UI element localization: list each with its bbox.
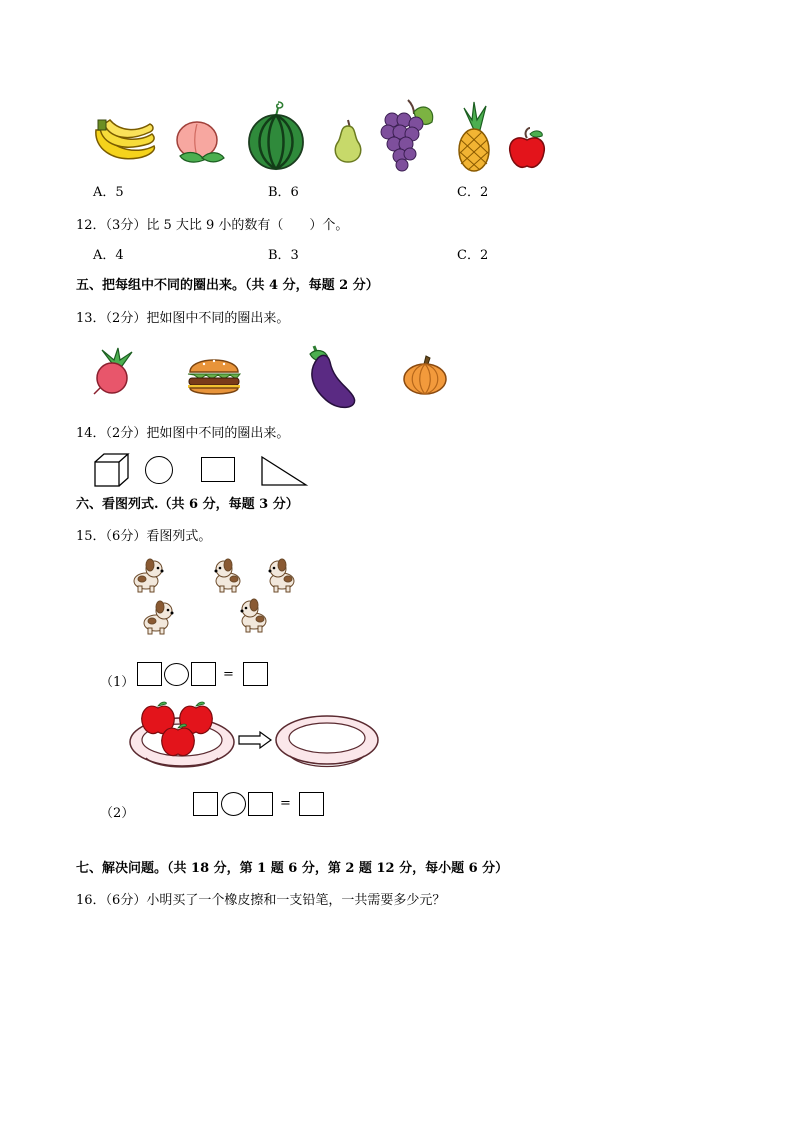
rectangle-shape [201,457,235,482]
puppy-icon [264,557,304,593]
answer-box[interactable] [248,792,273,816]
section7-heading: 七、解决问题。（共 18 分，第 1 题 6 分，第 2 题 12 分，每小题 6 分） [76,861,509,876]
apple-icon [508,128,546,170]
puppy-icon [236,597,276,633]
grape-icon [378,98,436,172]
operator-circle[interactable] [164,663,189,686]
watermelon-icon [246,100,306,172]
q11-option-b[interactable]: B．6 [268,185,299,200]
answer-box[interactable] [299,792,324,816]
pumpkin-icon [402,354,448,396]
puppy-icon [210,557,250,593]
q11-option-c[interactable]: C．2 [457,185,489,200]
q15-part1-label: （1） [100,675,135,690]
puppy-icon [138,599,178,635]
right-arrow-icon [238,731,272,749]
hamburger-icon [186,354,242,398]
q12-option-b[interactable]: B．3 [268,248,299,263]
radish-icon [92,348,140,396]
answer-box[interactable] [191,662,216,686]
equals-sign: = [280,796,291,811]
triangle-shape [261,456,307,486]
q12-option-c[interactable]: C．2 [457,248,489,263]
plate-with-apples-icon [128,698,236,772]
peach-icon [172,116,226,164]
q14-stem: 14．（2分）把如图中不同的圈出来。 [76,426,290,441]
q15-part2-label: （2） [100,806,135,821]
q12-stem: 12．（3分）比 5 大比 9 小的数有（ ）个。 [76,218,349,233]
q16-stem: 16．（6分）小明买了一个橡皮擦和一支铅笔，一共需要多少元？ [76,893,446,908]
puppy-icon [128,557,168,593]
q12-option-a[interactable]: A．4 [93,248,124,263]
q15-stem: 15．（6分）看图列式。 [76,529,212,544]
equals-sign: = [223,667,234,682]
answer-box[interactable] [137,662,162,686]
q13-stem: 13．（2分）把如图中不同的圈出来。 [76,311,290,326]
q11-option-a[interactable]: A．5 [93,185,124,200]
cube-shape [94,453,130,487]
section5-heading: 五、把每组中不同的圈出来。（共 4 分，每题 2 分） [76,278,379,293]
answer-box[interactable] [243,662,268,686]
pear-icon [330,118,366,164]
eggplant-icon [304,340,360,412]
circle-shape [145,456,173,484]
banana-icon [92,112,158,164]
empty-plate-icon [274,710,380,770]
section6-heading: 六、看图列式.（共 6 分，每题 3 分） [76,497,299,512]
operator-circle[interactable] [221,792,246,816]
pineapple-icon [454,100,494,174]
answer-box[interactable] [193,792,218,816]
